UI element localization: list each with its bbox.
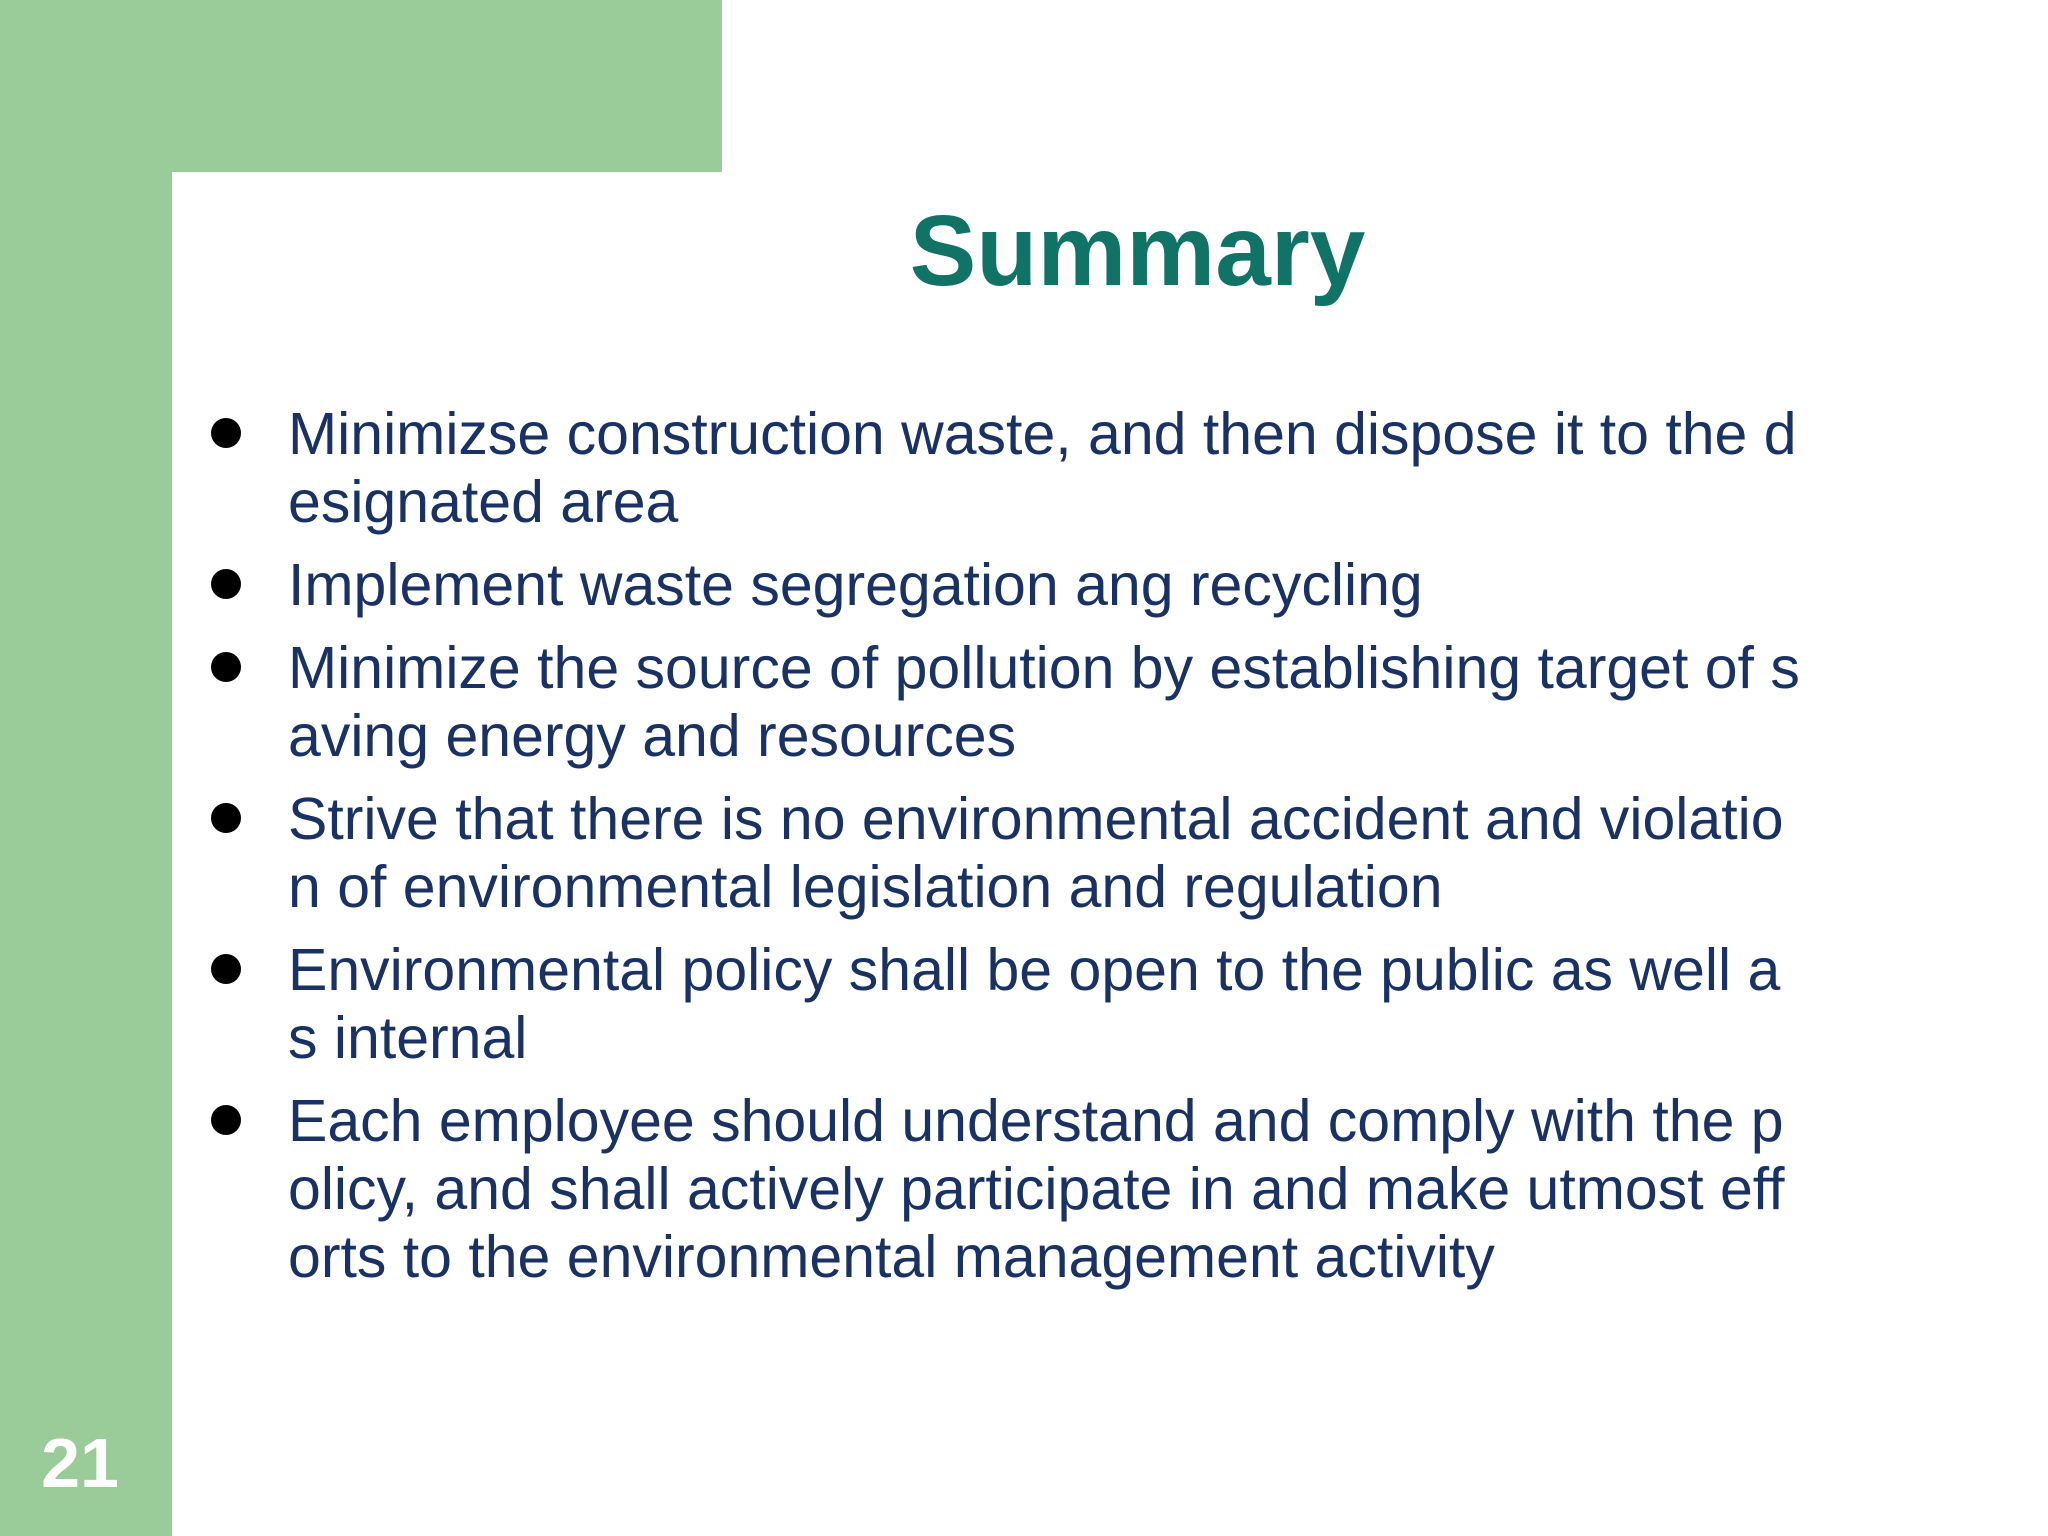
bullet-list — [288, 400, 1948, 1306]
bullet-text: Minimizse construction waste, and then dispose it to the d esignated area — [288, 401, 1797, 535]
bullet-dot-icon — [211, 1105, 241, 1135]
left-green-band — [0, 0, 172, 1536]
top-green-band — [0, 0, 722, 172]
bullet-text: Implement waste segregation ang recycling — [288, 552, 1423, 618]
bullet-dot-icon — [211, 803, 241, 833]
bullet-item-2 — [288, 551, 1948, 619]
bullet-dot-icon — [211, 569, 241, 599]
bullet-item-1 — [288, 400, 1948, 536]
bullet-text: Environmental policy shall be open to the public as well a s internal — [288, 937, 1781, 1071]
bullet-text: Minimize the source of pollution by establishing target of s aving energy and resources — [288, 635, 1800, 769]
bullet-item-5 — [288, 936, 1948, 1072]
bullet-text: Each employee should understand and comply with the p olicy, and shall actively participate in and make utmost eff orts to the environmental management activity — [288, 1088, 1785, 1290]
bullet-text: Strive that there is no environmental accident and violatio n of environmental legislation and regulation — [288, 786, 1784, 920]
bullet-item-4 — [288, 785, 1948, 921]
bullet-dot-icon — [211, 652, 241, 682]
slide-number: 21 — [41, 1424, 119, 1502]
slide-title: Summary — [909, 195, 1366, 307]
bullet-item-6 — [288, 1087, 1948, 1291]
bullet-item-3 — [288, 634, 1948, 770]
bullet-dot-icon — [211, 954, 241, 984]
bullet-dot-icon — [211, 418, 241, 448]
